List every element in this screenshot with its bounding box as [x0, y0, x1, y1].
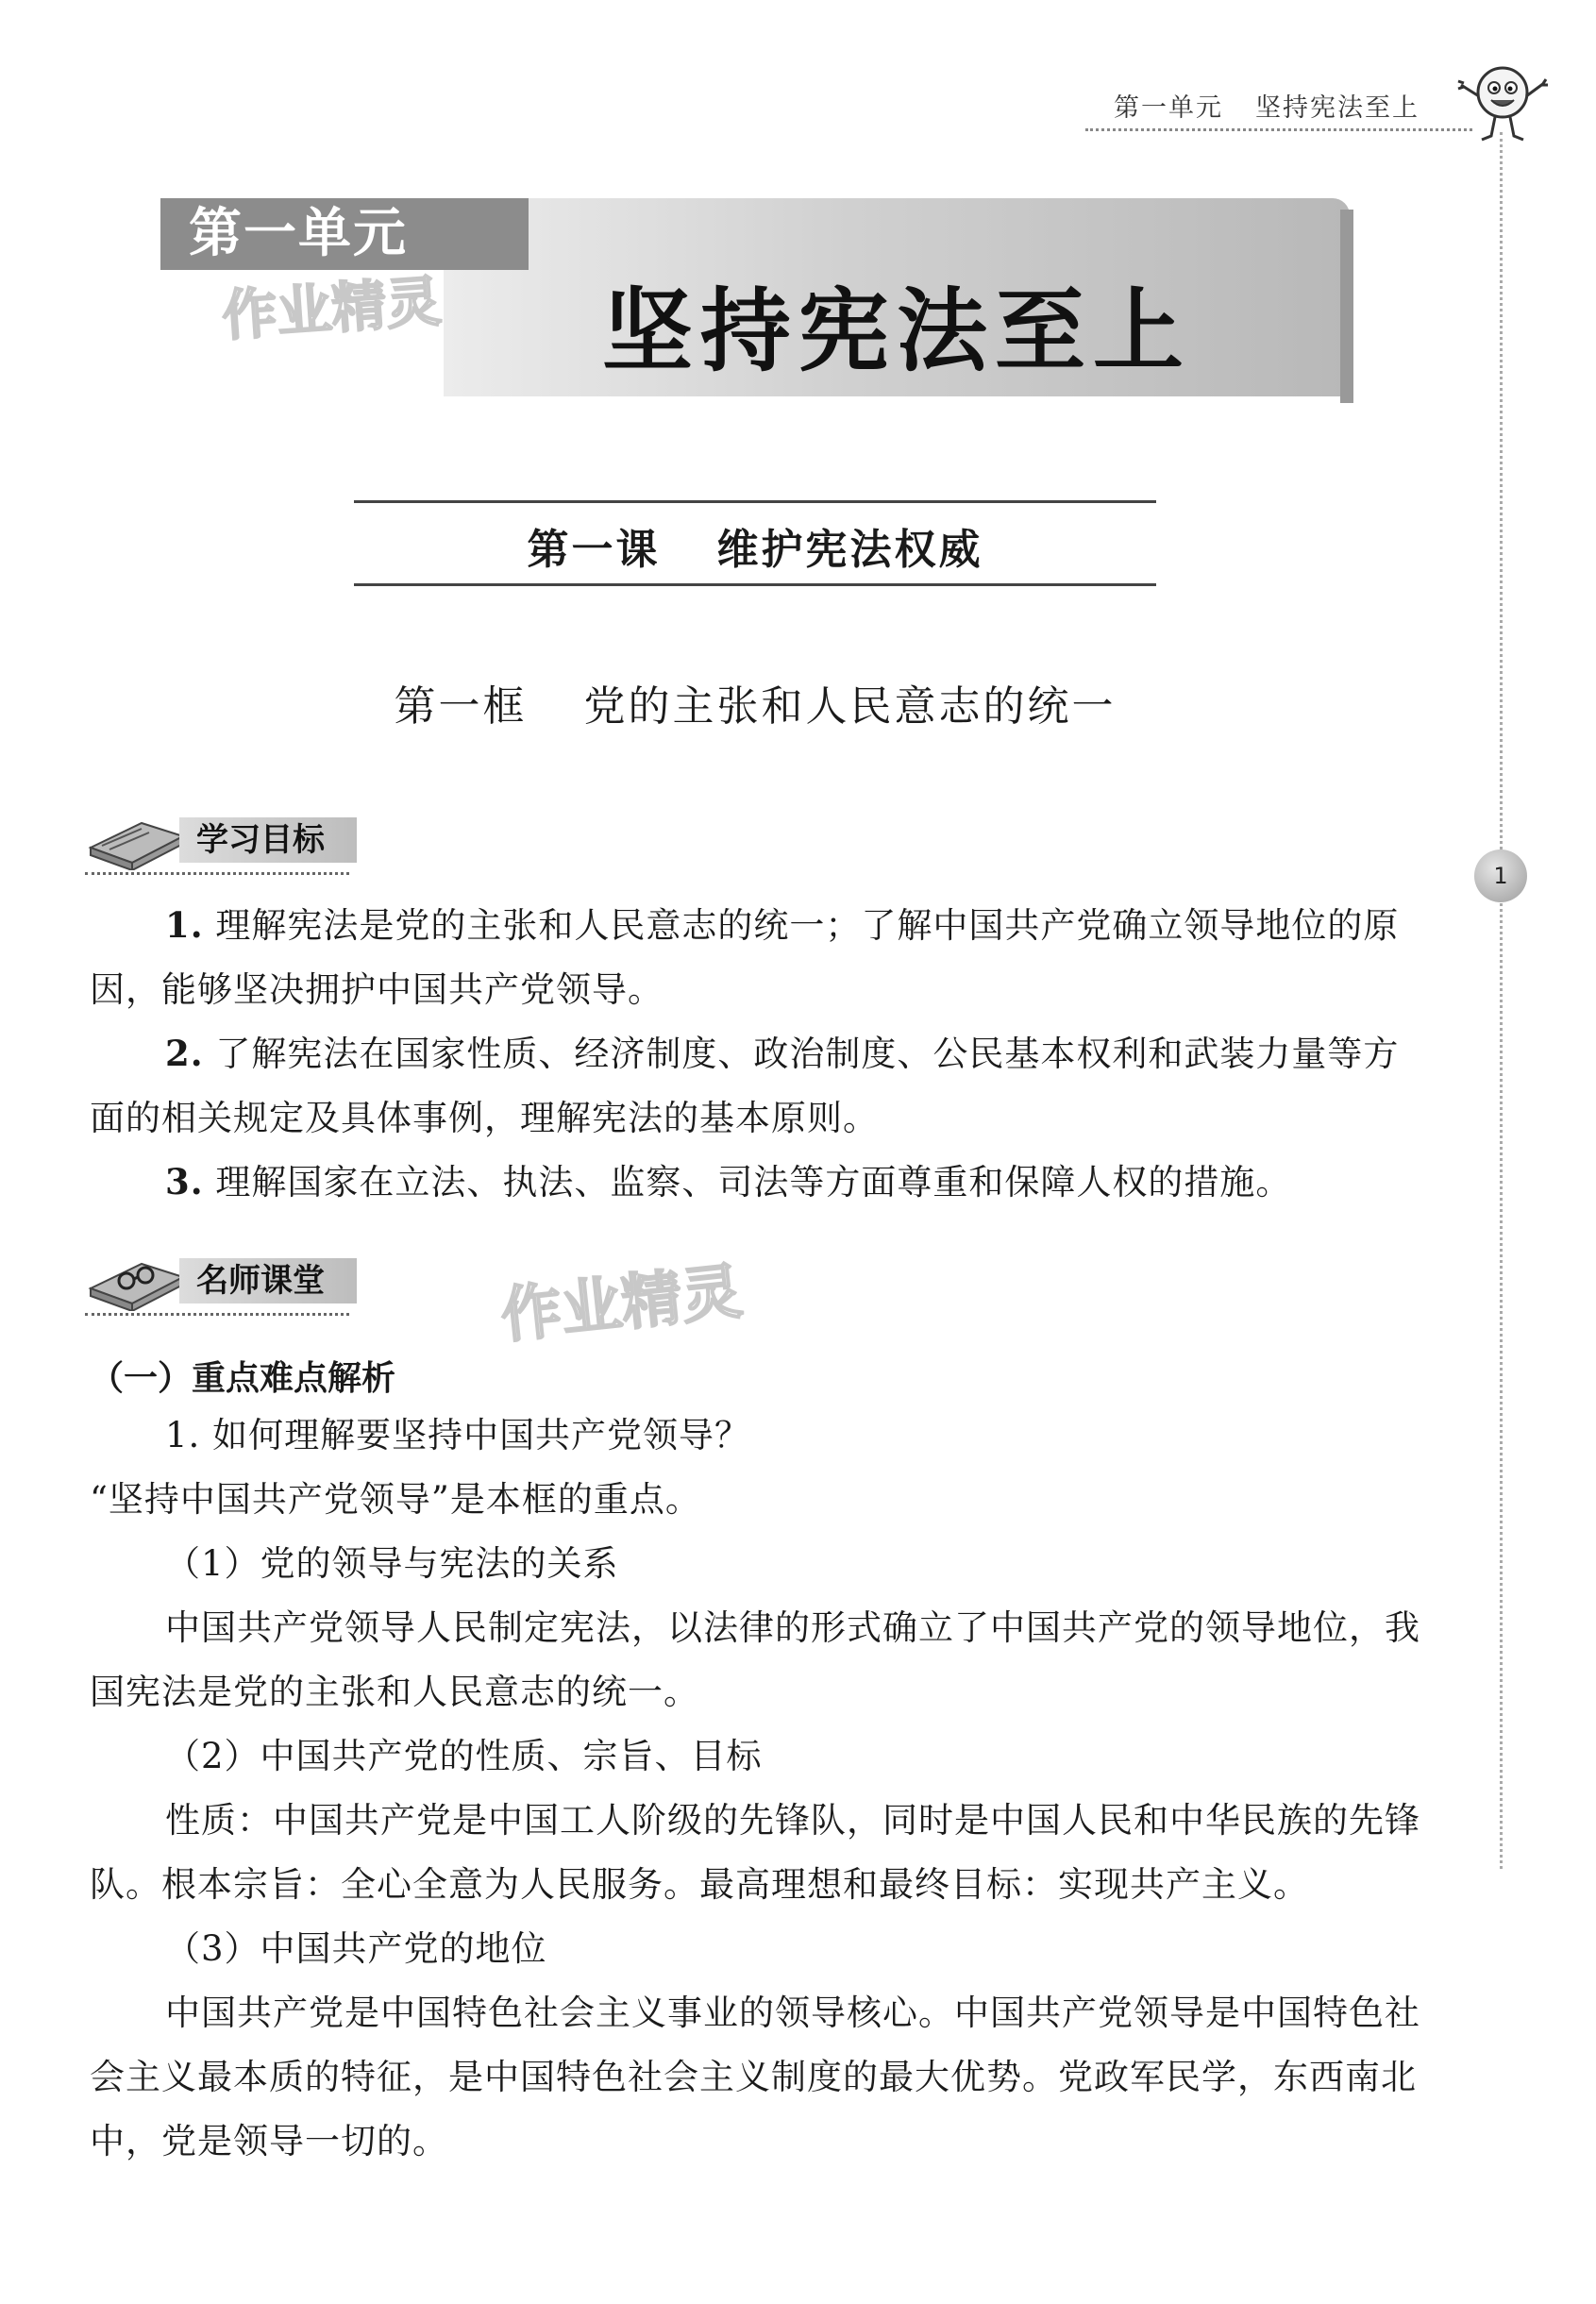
objective-text: 理解国家在立法、执法、监察、司法等方面尊重和保障人权的措施。 — [215, 1162, 1292, 1202]
frame-name: 党的主张和人民意志的统一 — [583, 682, 1117, 731]
book-stack-icon — [85, 810, 189, 870]
unit-title: 坚持宪法至上 — [602, 278, 1191, 384]
page-number: 1 — [1474, 849, 1527, 902]
watermark: 作业精灵 — [497, 1256, 746, 1353]
classroom-underline — [85, 1313, 349, 1316]
mascot-icon — [1453, 57, 1553, 146]
objective-text: 了解宪法在国家性质、经济制度、政治制度、公民基本权利和武装力量等方面的相关规定及具体事例，理解宪法的基本原则。 — [90, 1034, 1400, 1138]
objective-item — [90, 893, 1430, 1022]
point-text: 中国共产党领导人民制定宪法，以法律的形式确立了中国共产党的领导地位，我国宪法是党的主张和人民意志的统一。 — [90, 1607, 1420, 1712]
glasses-book-icon — [85, 1251, 189, 1311]
point-heading: （2）中国共产党的性质、宗旨、目标 — [165, 1736, 763, 1776]
objective-text: 理解宪法是党的主张和人民意志的统一；了解中国共产党确立领导地位的原因，能够坚决拥护中国共产党领导。 — [90, 905, 1400, 1010]
objectives-header — [85, 810, 359, 876]
classroom-header — [85, 1251, 359, 1317]
lesson-name: 维护宪法权威 — [716, 526, 983, 574]
header-divider — [1085, 128, 1472, 131]
objective-item — [90, 1150, 1430, 1215]
lesson-rule-top — [354, 500, 1156, 503]
point-text: 性质：中国共产党是中国工人阶级的先锋队，同时是中国人民和中华民族的先锋队。根本宗旨：全心全意为人民服务。最高理想和最终目标：实现共产主义。 — [90, 1800, 1420, 1905]
lesson-title — [354, 515, 1156, 576]
lesson-number: 第一课 — [527, 526, 661, 574]
objectives-underline — [85, 872, 349, 875]
classroom-heading: 名师课堂 — [179, 1258, 357, 1303]
point-heading: （3）中国共产党的地位 — [165, 1928, 547, 1969]
lesson-rule-bottom — [354, 583, 1156, 586]
objective-number: 3. — [165, 1161, 204, 1202]
objective-number: 1. — [165, 904, 204, 946]
objective-number: 2. — [165, 1033, 204, 1074]
point-heading: （1）党的领导与宪法的关系 — [165, 1543, 619, 1584]
objectives-heading: 学习目标 — [179, 817, 357, 863]
objective-item — [90, 1021, 1430, 1151]
frame-number: 第一框 — [394, 682, 528, 731]
unit-tag: 第一单元 — [160, 198, 529, 270]
question-title: 1. 如何理解要坚持中国共产党领导？ — [165, 1415, 751, 1455]
running-header-unit: 第一单元 — [1114, 93, 1223, 123]
running-header-unit-name: 坚持宪法至上 — [1255, 93, 1420, 123]
question-note: “坚持中国共产党领导”是本框的重点。 — [90, 1479, 701, 1520]
point-text: 中国共产党是中国特色社会主义事业的领导核心。中国共产党领导是中国特色社会主义最本质的特征，是中国特色社会主义制度的最大优势。党政军民学，东西南北中，党是领导一切的。 — [90, 1993, 1420, 2161]
section-heading: （一）重点难点解析 — [90, 1359, 396, 1398]
watermark: 作业精灵 — [220, 268, 444, 348]
running-header — [1114, 87, 1420, 124]
frame-title — [354, 672, 1156, 732]
margin-divider — [1500, 132, 1503, 1869]
